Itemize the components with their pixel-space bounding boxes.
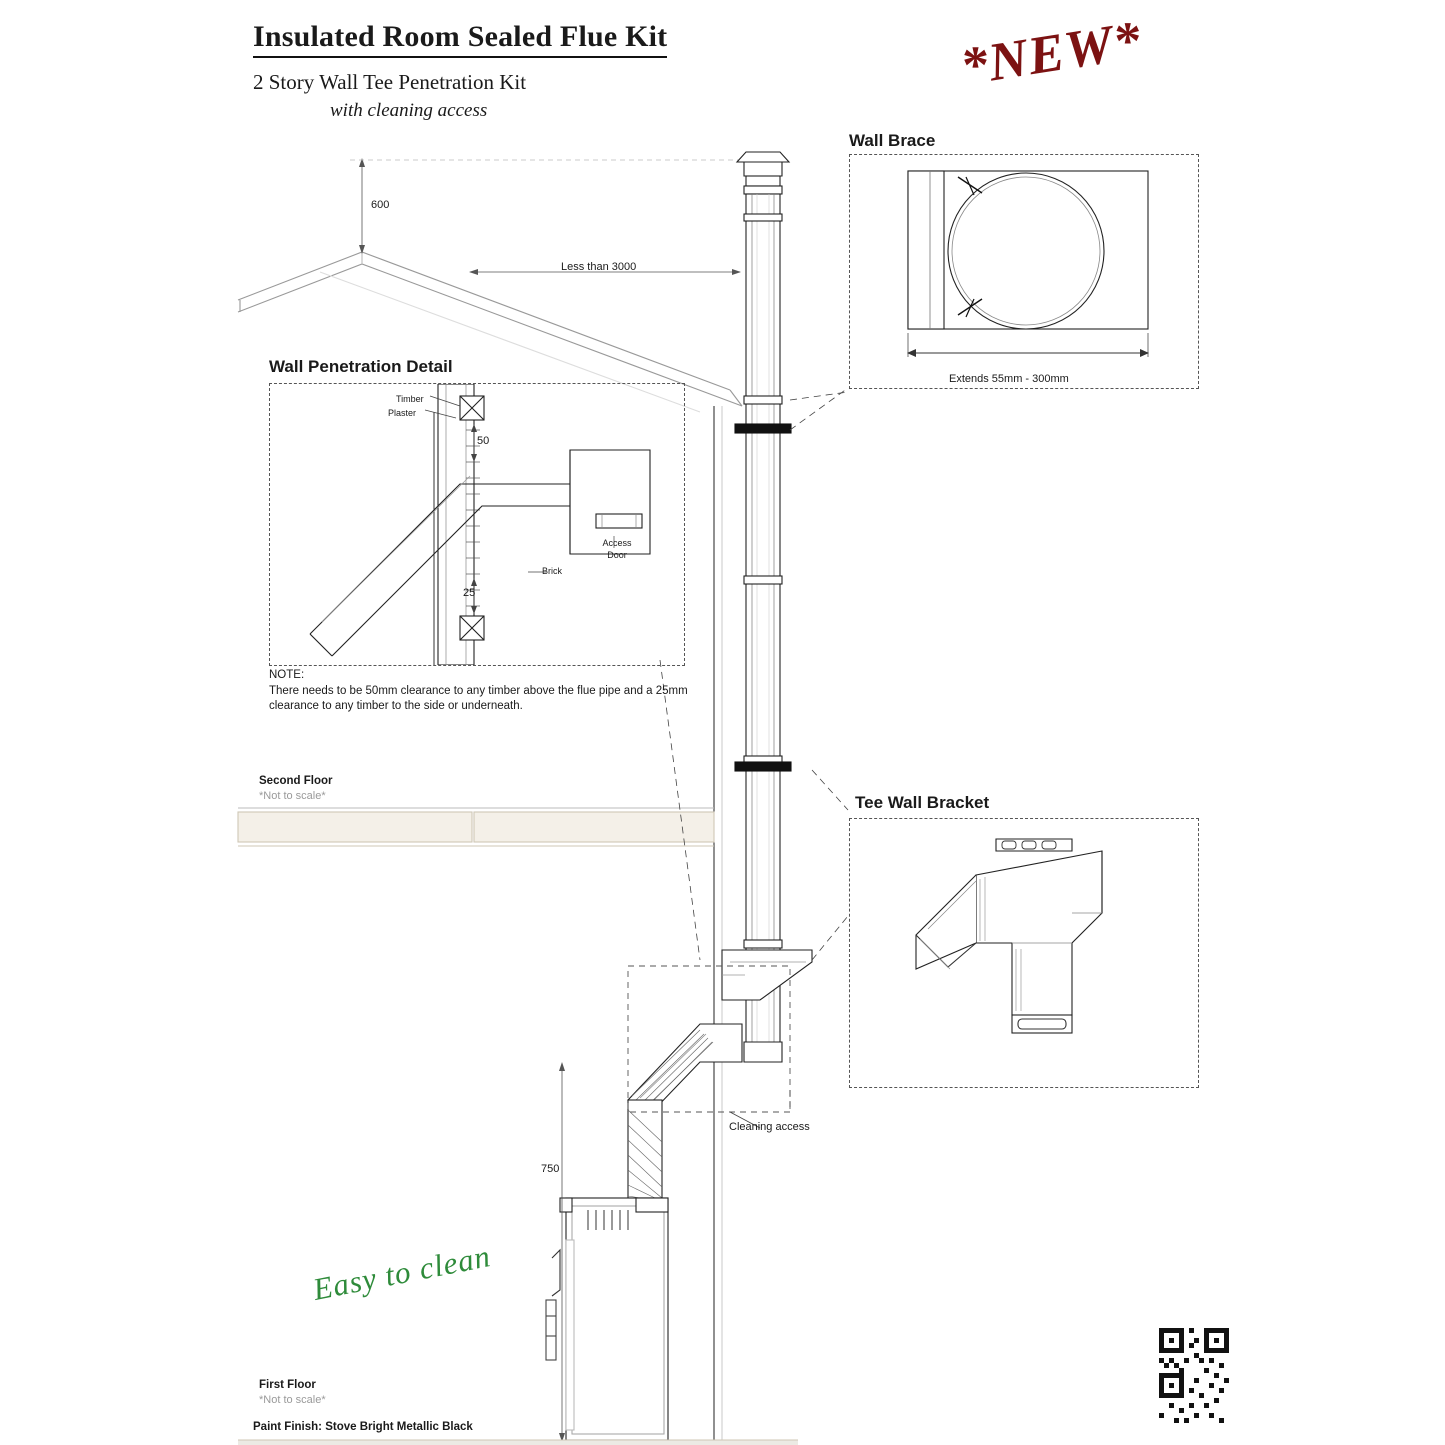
page-title: Insulated Room Sealed Flue Kit xyxy=(253,20,667,58)
wall-penetration-detail-box xyxy=(269,383,685,666)
qr-code xyxy=(1159,1328,1229,1428)
first-floor-sub: *Not to scale* xyxy=(259,1394,326,1406)
second-floor-sub: *Not to scale* xyxy=(259,790,326,802)
tee-wall-bracket-detail-box xyxy=(849,818,1199,1088)
second-floor-label: Second Floor xyxy=(259,775,333,787)
clearance-note xyxy=(269,668,689,715)
cleaning-access-label: Cleaning access xyxy=(729,1121,810,1133)
dimension-25: 25 xyxy=(463,587,476,599)
label-access-door-line1: Access xyxy=(602,538,632,548)
label-timber: Timber xyxy=(396,394,424,404)
tee-wall-bracket-title: Tee Wall Bracket xyxy=(855,793,990,812)
wall-brace-title: Wall Brace xyxy=(849,131,936,150)
dimension-600: 600 xyxy=(371,199,390,211)
new-badge: *NEW* xyxy=(956,9,1146,97)
dimension-horizontal: Less than 3000 xyxy=(561,261,637,273)
page-subtitle: 2 Story Wall Tee Penetration Kit xyxy=(253,70,527,94)
label-brick: Brick xyxy=(542,566,562,576)
paint-finish-label: Paint Finish: Stove Bright Metallic Black xyxy=(253,1421,473,1433)
note-body: There needs to be 50mm clearance to any timber above the flue pipe and a 25mm clearance to any timber to the side or underneath. xyxy=(269,684,688,713)
wall-brace-caption: Extends 55mm - 300mm xyxy=(949,373,1069,385)
note-title: NOTE: xyxy=(269,669,305,681)
label-access-door-line2: Door xyxy=(607,550,627,560)
page-subtitle-secondary: with cleaning access xyxy=(330,100,488,121)
wall-penetration-title: Wall Penetration Detail xyxy=(269,357,453,376)
label-plaster: Plaster xyxy=(388,408,417,418)
first-floor-label: First Floor xyxy=(259,1379,316,1391)
dimension-750: 750 xyxy=(541,1163,560,1175)
wall-brace-detail-box xyxy=(849,154,1199,389)
easy-to-clean-annotation: Easy to clean xyxy=(310,1238,494,1307)
dimension-50: 50 xyxy=(477,435,490,447)
